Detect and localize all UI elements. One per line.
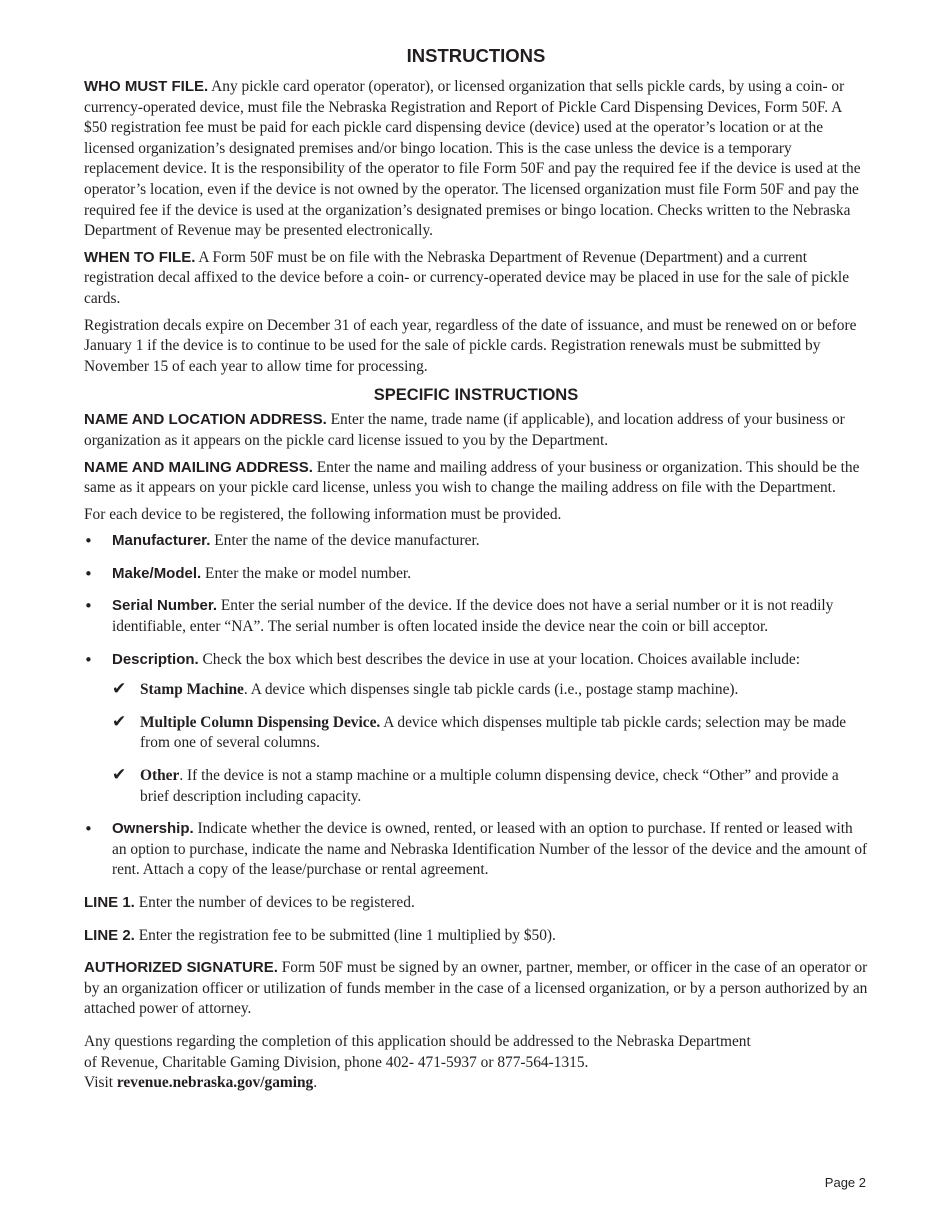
line-2-heading: LINE 2.: [84, 926, 135, 944]
list-item-serial-number: [84, 596, 868, 637]
choice-multiple-column: [112, 713, 868, 754]
description-heading: Description.: [112, 650, 199, 668]
ownership-heading: Ownership.: [112, 820, 194, 838]
visit-period: .: [313, 1074, 318, 1092]
visit-prefix: Visit: [84, 1074, 114, 1092]
line-1-heading: LINE 1.: [84, 894, 135, 911]
manufacturer-heading: Manufacturer.: [112, 532, 211, 550]
checkmark-icon: ✔: [112, 711, 127, 732]
questions-paragraph: [84, 1032, 868, 1094]
questions-line-1: Any questions regarding the completion of this application should be addressed to the Nebraska Department: [84, 1032, 751, 1050]
name-mailing-heading: NAME AND MAILING ADDRESS.: [84, 458, 313, 476]
choice-other: [112, 766, 868, 807]
name-location-text: Enter the name, trade name (if applicable), and location address of your business or organization as it appears on the pickle card license issued to you by the Department.: [84, 411, 845, 449]
multiple-column-heading: Multiple Column Dispensing Device.: [140, 713, 381, 731]
make-model-heading: Make/Model.: [112, 564, 202, 582]
stamp-machine-heading: Stamp Machine: [140, 681, 244, 699]
choice-stamp-machine: [112, 680, 868, 701]
when-to-file-text: A Form 50F must be on file with the Nebraska Department of Revenue (Department) and a current registration decal affixed to the device before a coin- or currency-operated device may be placed in use for the sale of pickle cards.: [84, 248, 850, 307]
multiple-column-text: A device which dispenses multiple tab pickle cards; selection may be made from one of several columns.: [140, 713, 847, 752]
authorized-signature-text: Form 50F must be signed by an owner, partner, member, or officer in the case of an operator or by an organization officer or utilization of funds member in the case of a licensed organization, or by a person authorized by an attached power of attorney.: [84, 959, 868, 1018]
authorized-signature-paragraph: [84, 958, 868, 1020]
name-location-heading: NAME AND LOCATION ADDRESS.: [84, 411, 327, 429]
list-item-make-model: [84, 564, 868, 585]
instructions-page: [84, 44, 868, 1100]
bullet-icon: •: [84, 532, 93, 551]
serial-number-text: Enter the serial number of the device. If the device does not have a serial number or it is not readily identifiable, enter “NA”. The serial number is often located inside the device near the coin or bill acceptor.: [112, 597, 834, 636]
list-item-ownership: [84, 819, 868, 881]
line-2-paragraph: [84, 926, 868, 947]
line-1-paragraph: [84, 893, 868, 914]
bullet-icon: •: [84, 564, 93, 583]
device-type-choices: [112, 680, 868, 807]
other-heading: Other: [140, 767, 180, 785]
device-info-list: [84, 531, 868, 881]
checkmark-icon: ✔: [112, 765, 127, 786]
when-to-file-paragraph: [84, 248, 868, 310]
manufacturer-text: Enter the name of the device manufacturer.: [214, 532, 480, 550]
who-must-file-text: Any pickle card operator (operator), or licensed organization that sells pickle cards, by using a coin- or currency-operated device, must file the Nebraska Registration and Report of Pickle Card Dispensing Devices, Form 50F. A $50 registration fee must be paid for each pickle card dispensing device (device) used at the operator’s location or at the licensed organization’s designated premises and/or bingo location. This is the case unless the device is a temporary replacement device. It is the responsibility of the operator to file Form 50F and pay the required fee if the device is used at the operator’s location, even if the device is not owned by the operator. The licensed organization must file Form 50F and pay the required fee if the device is used at the organization’s designated premises or bingo location. Checks written to the Nebraska Department of Revenue may be presented electronically.: [84, 78, 861, 240]
page-title: INSTRUCTIONS: [406, 45, 546, 66]
name-location-paragraph: [84, 410, 868, 451]
other-text: . If the device is not a stamp machine or a multiple column dispensing device, check “Other” and provide a brief description including capacity.: [140, 767, 839, 805]
make-model-text: Enter the make or model number.: [205, 564, 412, 582]
description-text: Check the box which best describes the device in use at your location. Choices available include:: [202, 650, 801, 668]
ownership-text: Indicate whether the device is owned, rented, or leased with an option to purchase. If rented or leased with an option to purchase, indicate the name and Nebraska Identification Number of the lessor of the device and the amount of rent. Attach a copy of the lease/purchase or rental agreement.: [112, 820, 868, 879]
registration-decals-paragraph: Registration decals expire on December 31 of each year, regardless of the date of issuance, and must be renewed on or before January 1 if the device is to continue to be used for the sale of pickle cards. Registration renewals must be submitted by November 15 of each year to allow time for processing.: [84, 316, 857, 375]
stamp-machine-text: . A device which dispenses single tab pickle cards (i.e., postage stamp machine).: [243, 681, 739, 699]
checkmark-icon: ✔: [112, 679, 127, 700]
bullet-icon: •: [84, 597, 93, 616]
questions-line-2: of Revenue, Charitable Gaming Division, phone 402- 471-5937 or 877-564-1315.: [84, 1053, 589, 1071]
line-1-text: Enter the number of devices to be registered.: [138, 894, 415, 911]
website-link[interactable]: revenue.nebraska.gov/gaming: [116, 1074, 314, 1092]
when-to-file-heading: WHEN TO FILE.: [84, 248, 196, 266]
serial-number-heading: Serial Number.: [112, 597, 218, 615]
page-number: Page 2: [824, 1175, 866, 1190]
name-mailing-paragraph: [84, 458, 868, 499]
list-item-manufacturer: [84, 531, 868, 552]
list-item-description: [84, 650, 868, 808]
bullet-icon: •: [84, 820, 93, 839]
bullet-icon: •: [84, 650, 93, 669]
who-must-file-heading: WHO MUST FILE.: [84, 78, 209, 95]
specific-instructions-title: SPECIFIC INSTRUCTIONS: [373, 386, 579, 405]
line-2-text: Enter the registration fee to be submitted (line 1 multiplied by $50).: [138, 926, 556, 944]
device-intro-paragraph: For each device to be registered, the following information must be provided.: [84, 505, 562, 523]
name-mailing-text: Enter the name and mailing address of your business or organization. This should be the same as it appears on your pickle card license, unless you wish to change the mailing address on file with the Department.: [84, 458, 860, 497]
authorized-signature-heading: AUTHORIZED SIGNATURE.: [84, 959, 278, 977]
who-must-file-paragraph: [84, 77, 868, 242]
